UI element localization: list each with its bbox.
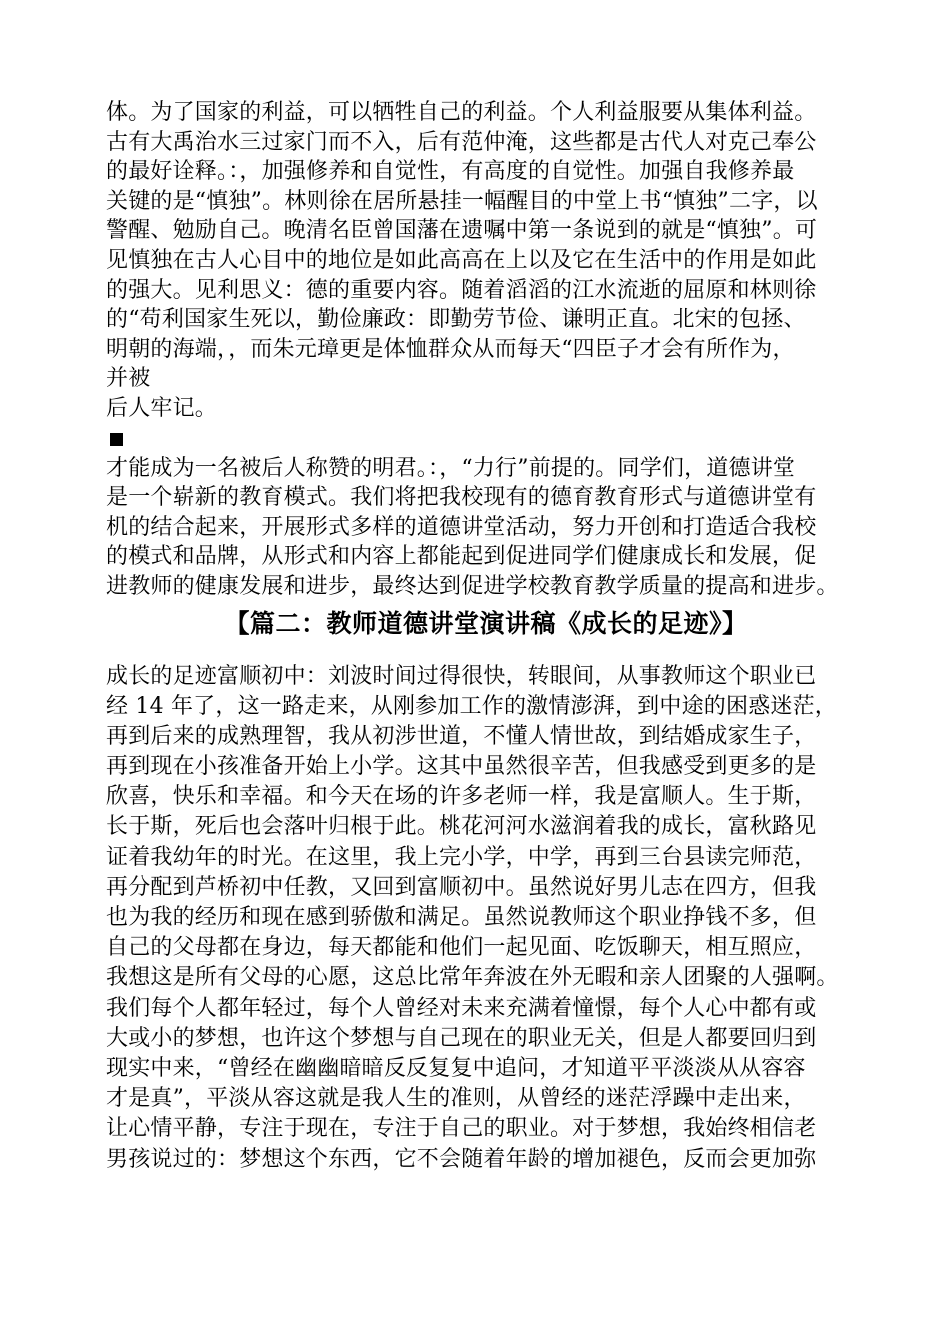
paragraph-line: 才是真”，平淡从容这就是我人生的准则，从曾经的迷茫浮躁中走出来， [106, 1086, 806, 1112]
paragraph-line: 再到后来的成熟理智，我从初涉世道，不懂人情世故，到结婚成家生子， [106, 723, 817, 749]
paragraph-line: 我想这是所有父母的心愿，这总比常年奔波在外无暇和亲人团聚的人强啊。 [106, 965, 839, 991]
paragraph-line: 机的结合起来，开展形式多样的道德讲堂活动，努力开创和打造适合我校 [106, 514, 817, 540]
paragraph-line: 再到现在小孩准备开始上小学。这其中虽然很辛苦，但我感受到更多的是 [106, 754, 817, 780]
paragraph-line: 体。为了国家的利益，可以牺牲自己的利益。个人利益服要从集体利益。 [106, 100, 817, 125]
section-2-heading: 【篇二：教师道德讲堂演讲稿《成长的足迹》】 [224, 608, 748, 638]
paragraph-line: 成长的足迹富顺初中：刘波时间过得很快，转眼间，从事教师这个职业已 [106, 663, 817, 689]
paragraph-line: 现实中来，“曾经在幽幽暗暗反反复复中追问，才知道平平淡淡从从容容 [106, 1055, 806, 1081]
paragraph-line: 让心情平静，专注于现在，专注于自己的职业。对于梦想，我始终相信老 [106, 1116, 817, 1142]
paragraph-line: 才能成为一名被后人称赞的明君。：，“力行”前提的。同学们，道德讲堂 [106, 455, 796, 481]
section-1-body [106, 98, 866, 602]
paragraph-line: 男孩说过的：梦想这个东西，它不会随着年龄的增加褪色，反而会更加弥 [106, 1146, 817, 1172]
paragraph-line: 古有大禹治水三过家门而不入，后有范仲淹，这些都是古代人对克己奉公 [106, 129, 817, 155]
paragraph-line: 进教师的健康发展和进步，最终达到促进学校教育教学质量的提高和进步。 [106, 573, 839, 599]
document-page [106, 98, 866, 1175]
paragraph-line: 欣喜，快乐和幸福。和今天在场的许多老师一样，我是富顺人。生于斯， [106, 784, 817, 810]
square-bullet-icon [110, 433, 123, 446]
paragraph-line: 关键的是“慎独”。林则徐在居所悬挂一幅醒目的中堂上书“慎独”二字，以 [106, 188, 818, 214]
paragraph-line: 的“苟利国家生死以，勤俭廉政：即勤劳节俭、谦明正直。北宋的包拯、 [106, 307, 806, 333]
paragraph-line: 后人牢记。 [106, 395, 218, 421]
paragraph-line: 的强大。见利思义：德的重要内容。随着滔滔的江水流逝的屈原和林则徐 [106, 277, 817, 303]
paragraph-line: 我们每个人都年轻过，每个人曾经对未来充满着憧憬，每个人心中都有或 [106, 995, 817, 1021]
paragraph-line: 的最好诠释。：，加强修养和自觉性，有高度的自觉性。加强自我修养最 [106, 159, 795, 185]
paragraph-line: 警醒、勉励自己。晚清名臣曾国藩在遗嘱中第一条说到的就是“慎独”。可 [106, 218, 818, 244]
paragraph-line: 经 14 年了，这一路走来，从刚参加工作的激情澎湃，到中途的困惑迷茫， [106, 693, 837, 719]
paragraph-line: 自己的父母都在身边，每天都能和他们一起见面、吃饭聊天，相互照应， [106, 935, 817, 961]
paragraph-line: 的模式和品牌，从形式和内容上都能起到促进同学们健康成长和发展，促 [106, 544, 817, 570]
paragraph-line: 长于斯，死后也会落叶归根于此。桃花河河水滋润着我的成长，富秋路见 [106, 814, 817, 840]
paragraph-line: 是一个崭新的教育模式。我们将把我校现有的德育教育形式与道德讲堂有 [106, 485, 817, 511]
paragraph-line: 再分配到芦桥初中任教，又回到富顺初中。虽然说好男儿志在四方，但我 [106, 874, 817, 900]
section-2-body [106, 662, 866, 1175]
paragraph-line: 证着我幼年的时光。在这里，我上完小学，中学，再到三台县读完师范， [106, 844, 817, 870]
paragraph-line: 并被 [106, 366, 151, 392]
paragraph-line: 也为我的经历和现在感到骄傲和满足。虽然说教师这个职业挣钱不多，但 [106, 905, 817, 930]
paragraph-line: 大或小的梦想，也许这个梦想与自己现在的职业无关，但是人都要回归到 [106, 1025, 817, 1051]
paragraph-line: 见慎独在古人心目中的地位是如此高高在上以及它在生活中的作用是如此 [106, 247, 817, 273]
paragraph-line: 明朝的海端，，而朱元璋更是体恤群众从而每天“四臣子才会有所作为， [106, 336, 795, 362]
